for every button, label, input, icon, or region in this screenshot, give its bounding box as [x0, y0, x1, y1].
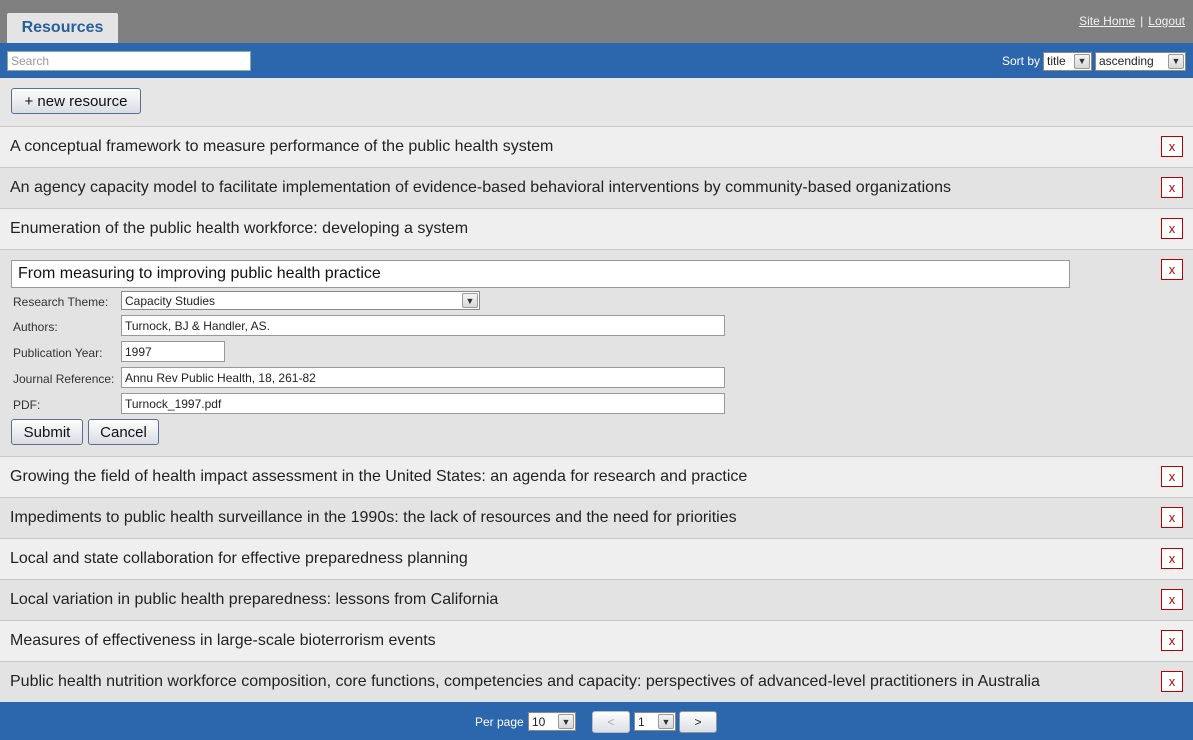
- site-home-link[interactable]: Site Home: [1079, 14, 1136, 28]
- list-item[interactable]: [0, 457, 1193, 498]
- pdf-input[interactable]: [121, 393, 725, 414]
- delete-button[interactable]: x: [1161, 136, 1183, 157]
- chevron-down-icon: ▼: [1168, 54, 1184, 69]
- per-page-select[interactable]: [528, 712, 576, 731]
- list-item[interactable]: [0, 621, 1193, 662]
- resource-title[interactable]: An agency capacity model to facilitate implementation of evidence-based behavioral interventions by community-based organizations: [10, 179, 951, 196]
- link-separator: |: [1140, 14, 1144, 28]
- prev-page-button[interactable]: <: [592, 711, 630, 733]
- resource-title[interactable]: Measures of effectiveness in large-scale bioterrorism events: [10, 632, 436, 649]
- journal-reference-input[interactable]: [121, 367, 725, 388]
- authors-input[interactable]: [121, 315, 725, 336]
- search-sort-bar: [0, 43, 1193, 78]
- delete-button[interactable]: x: [1161, 589, 1183, 610]
- list-item[interactable]: [0, 498, 1193, 539]
- logout-link[interactable]: Logout: [1148, 14, 1185, 28]
- chevron-down-icon: ▼: [1074, 54, 1090, 69]
- title-input[interactable]: [11, 260, 1070, 288]
- year-label: Publication Year:: [13, 346, 103, 360]
- delete-button[interactable]: x: [1161, 507, 1183, 528]
- theme-label: Research Theme:: [13, 295, 109, 309]
- next-page-button[interactable]: >: [679, 711, 717, 733]
- top-header: [0, 0, 1193, 43]
- app-tab-resources[interactable]: Resources: [7, 13, 118, 43]
- sort-label: Sort by: [1001, 54, 1040, 68]
- delete-button[interactable]: x: [1161, 218, 1183, 239]
- resource-title[interactable]: Public health nutrition workforce composition, core functions, competencies and capacity: perspectives of advanced-level practitioners in Australia: [10, 673, 1040, 690]
- sort-field-select[interactable]: [1043, 52, 1092, 71]
- edit-resource-form: [0, 250, 1193, 457]
- search-input[interactable]: [7, 51, 251, 71]
- list-item[interactable]: [0, 168, 1193, 209]
- list-item[interactable]: [0, 539, 1193, 580]
- per-page-label: Per page: [475, 715, 524, 729]
- resource-title[interactable]: A conceptual framework to measure performance of the public health system: [10, 138, 554, 155]
- research-theme-select[interactable]: [121, 291, 480, 310]
- pagination-bar: [0, 702, 1193, 740]
- authors-label: Authors:: [13, 320, 58, 334]
- research-theme-value: Capacity Studies: [125, 293, 216, 308]
- resource-title[interactable]: Local and state collaboration for effective preparedness planning: [10, 550, 468, 567]
- cancel-button[interactable]: Cancel: [88, 419, 159, 445]
- submit-button[interactable]: Submit: [11, 419, 83, 445]
- pdf-label: PDF:: [13, 398, 41, 412]
- publication-year-input[interactable]: [121, 341, 225, 362]
- delete-button[interactable]: x: [1161, 177, 1183, 198]
- sort-field-value: title: [1047, 54, 1066, 68]
- new-resource-button[interactable]: + new resource: [11, 88, 141, 114]
- page-value: 1: [638, 714, 645, 729]
- delete-button[interactable]: x: [1161, 259, 1183, 280]
- per-page-value: 10: [532, 714, 546, 729]
- top-links: [1079, 14, 1185, 28]
- chevron-down-icon: ▼: [462, 293, 478, 308]
- delete-button[interactable]: x: [1161, 548, 1183, 569]
- delete-button[interactable]: x: [1161, 671, 1183, 692]
- list-item[interactable]: [0, 209, 1193, 250]
- journal-label: Journal Reference:: [13, 372, 115, 386]
- resource-title[interactable]: Enumeration of the public health workforce: developing a system: [10, 220, 469, 237]
- chevron-down-icon: ▼: [558, 714, 574, 729]
- resource-title[interactable]: Impediments to public health surveillance in the 1990s: the lack of resources and the need for priorities: [10, 509, 737, 526]
- delete-button[interactable]: x: [1161, 466, 1183, 487]
- delete-button[interactable]: x: [1161, 630, 1183, 651]
- list-item[interactable]: [0, 662, 1193, 702]
- list-item[interactable]: [0, 127, 1193, 168]
- resource-title[interactable]: Growing the field of health impact assessment in the United States: an agenda for research and practice: [10, 468, 748, 485]
- sort-order-select[interactable]: [1095, 52, 1186, 71]
- page-select[interactable]: [634, 712, 676, 731]
- chevron-down-icon: ▼: [658, 714, 674, 729]
- action-toolbar: [0, 78, 1193, 127]
- sort-order-value: ascending: [1099, 54, 1154, 68]
- resource-title[interactable]: Local variation in public health preparedness: lessons from California: [10, 591, 499, 608]
- sort-controls: [1002, 51, 1186, 71]
- list-item[interactable]: [0, 580, 1193, 621]
